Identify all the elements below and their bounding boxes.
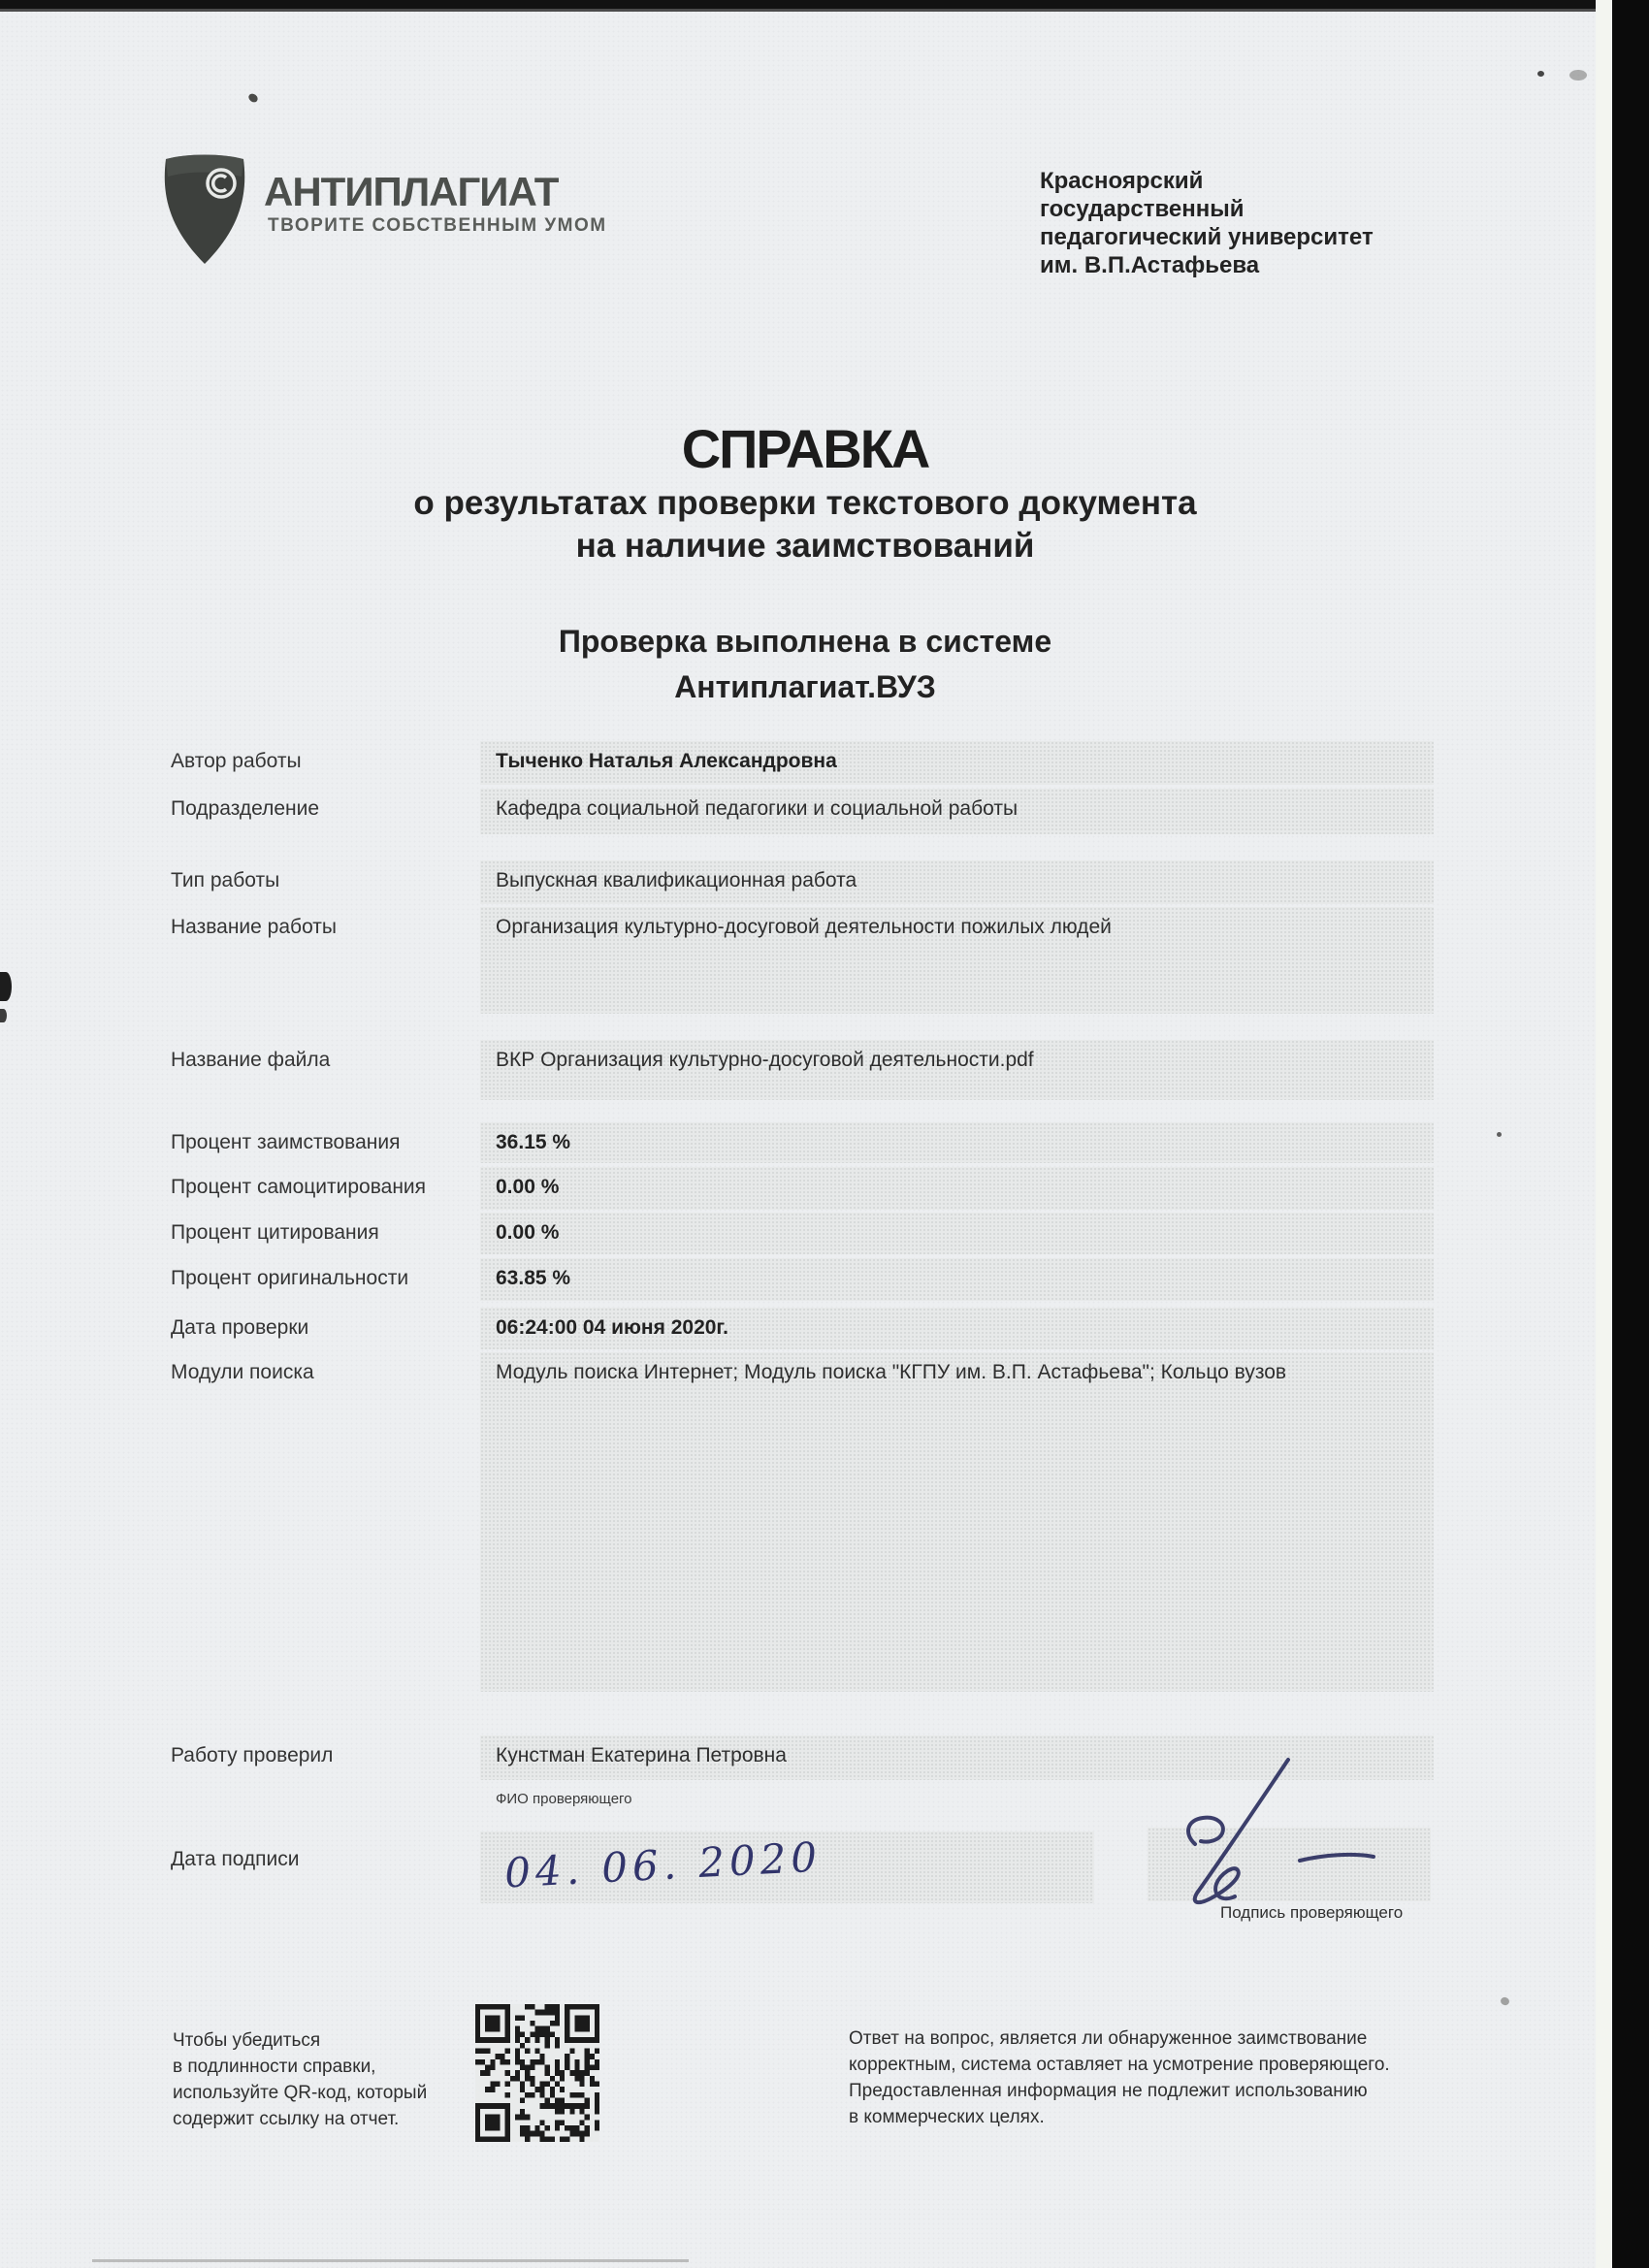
field-label: Процент заимствования — [171, 1131, 401, 1153]
field-value: Модуль поиска Интернет; Модуль поиска "КГПУ им. В.П. Астафьева"; Кольцо вузов — [480, 1352, 1434, 1692]
field-value: Выпускная квалификационная работа — [480, 860, 1434, 904]
subtitle-line: на наличие заимствований — [575, 527, 1035, 565]
field-value: 63.85 % — [480, 1258, 1434, 1301]
qr-note-line: в подлинности справки, — [173, 2057, 376, 2077]
field-label: Процент оригинальности — [171, 1267, 409, 1289]
field-row-selfcite-percent — [0, 1167, 1649, 1210]
brand-name: АНТИПЛАГИАТ — [264, 169, 559, 214]
university-line: педагогический университет — [1040, 224, 1374, 250]
scan-edge-top-line — [0, 9, 1649, 12]
reviewer-caption: ФИО проверяющего — [496, 1791, 632, 1807]
qr-note — [173, 2027, 427, 2132]
certificate-subtitle — [0, 482, 1610, 567]
field-row-cite-percent — [0, 1213, 1649, 1254]
field-row-department — [0, 789, 1649, 834]
field-label: Подразделение — [171, 797, 320, 820]
reviewer-name: Кунстман Екатерина Петровна — [480, 1735, 1434, 1780]
field-label: Тип работы — [171, 869, 280, 891]
field-value: Организация культурно-досуговой деятельности пожилых людей — [480, 907, 1434, 1014]
qr-note-line: Чтобы убедиться — [173, 2030, 321, 2051]
field-value: ВКР Организация культурно-досуговой деятельности.pdf — [480, 1040, 1434, 1100]
subtitle-line: о результатах проверки текстового документа — [413, 484, 1197, 522]
reviewer-label: Работу проверил — [171, 1744, 334, 1766]
scan-edge-top — [0, 0, 1649, 9]
system-heading — [0, 619, 1610, 710]
scan-artifact — [1500, 1996, 1510, 2007]
handwritten-date: 04. 06. 2020 — [502, 1832, 824, 1897]
field-row-search-modules — [0, 1352, 1649, 1692]
disclaimer-line: Предоставленная информация не подлежит использованию — [849, 2081, 1368, 2101]
qr-code-icon — [475, 2004, 599, 2142]
field-row-check-date — [0, 1308, 1649, 1349]
field-label: Процент самоцитирования — [171, 1176, 427, 1198]
signature-ink-icon — [1145, 1754, 1436, 1919]
scan-artifact — [1537, 71, 1544, 77]
sign-date-label: Дата подписи — [171, 1848, 300, 1870]
field-label: Название файла — [171, 1049, 331, 1071]
field-label: Модули поиска — [171, 1361, 314, 1383]
antiplagiat-shield-icon — [160, 151, 249, 268]
field-value: Кафедра социальной педагогики и социальной работы — [480, 789, 1434, 834]
field-value: 06:24:00 04 июня 2020г. — [480, 1308, 1434, 1349]
field-row-file-name — [0, 1040, 1649, 1100]
university-name — [1040, 167, 1374, 279]
field-label: Название работы — [171, 916, 337, 938]
field-value: Тыченко Наталья Александровна — [480, 741, 1434, 785]
qr-note-line: используйте QR-код, который — [173, 2083, 428, 2103]
disclaimer — [849, 2025, 1390, 2130]
field-row-work-title — [0, 907, 1649, 1014]
scan-artifact — [92, 2259, 689, 2262]
scan-artifact — [247, 92, 260, 104]
certificate-title: СПРАВКА — [681, 418, 929, 479]
field-row-borrowed-percent — [0, 1122, 1649, 1163]
field-row-work-type — [0, 860, 1649, 904]
field-row-author — [0, 741, 1649, 785]
disclaimer-line: Ответ на вопрос, является ли обнаруженное заимствование — [849, 2028, 1368, 2049]
qr-note-line: содержит ссылку на отчет. — [173, 2109, 400, 2129]
scan-artifact — [1569, 70, 1587, 81]
disclaimer-line: корректным, система оставляет на усмотрение проверяющего. — [849, 2055, 1390, 2075]
disclaimer-line: в коммерческих целях. — [849, 2107, 1045, 2127]
field-value: 0.00 % — [480, 1167, 1434, 1210]
field-row-original-percent — [0, 1258, 1649, 1301]
field-label: Процент цитирования — [171, 1221, 379, 1244]
field-label: Дата проверки — [171, 1316, 309, 1339]
university-line: им. В.П.Астафьева — [1040, 252, 1260, 278]
field-value: 0.00 % — [480, 1213, 1434, 1254]
university-line: Красноярский — [1040, 168, 1204, 194]
university-line: государственный — [1040, 196, 1245, 222]
brand-tagline: ТВОРИТЕ СОБСТВЕННЫМ УМОМ — [268, 215, 607, 236]
field-value: 36.15 % — [480, 1122, 1434, 1163]
field-label: Автор работы — [171, 750, 302, 772]
system-line: Проверка выполнена в системе — [558, 624, 1052, 659]
system-line: Антиплагиат.ВУЗ — [674, 669, 936, 704]
signature-caption: Подпись проверяющего — [1220, 1903, 1404, 1922]
